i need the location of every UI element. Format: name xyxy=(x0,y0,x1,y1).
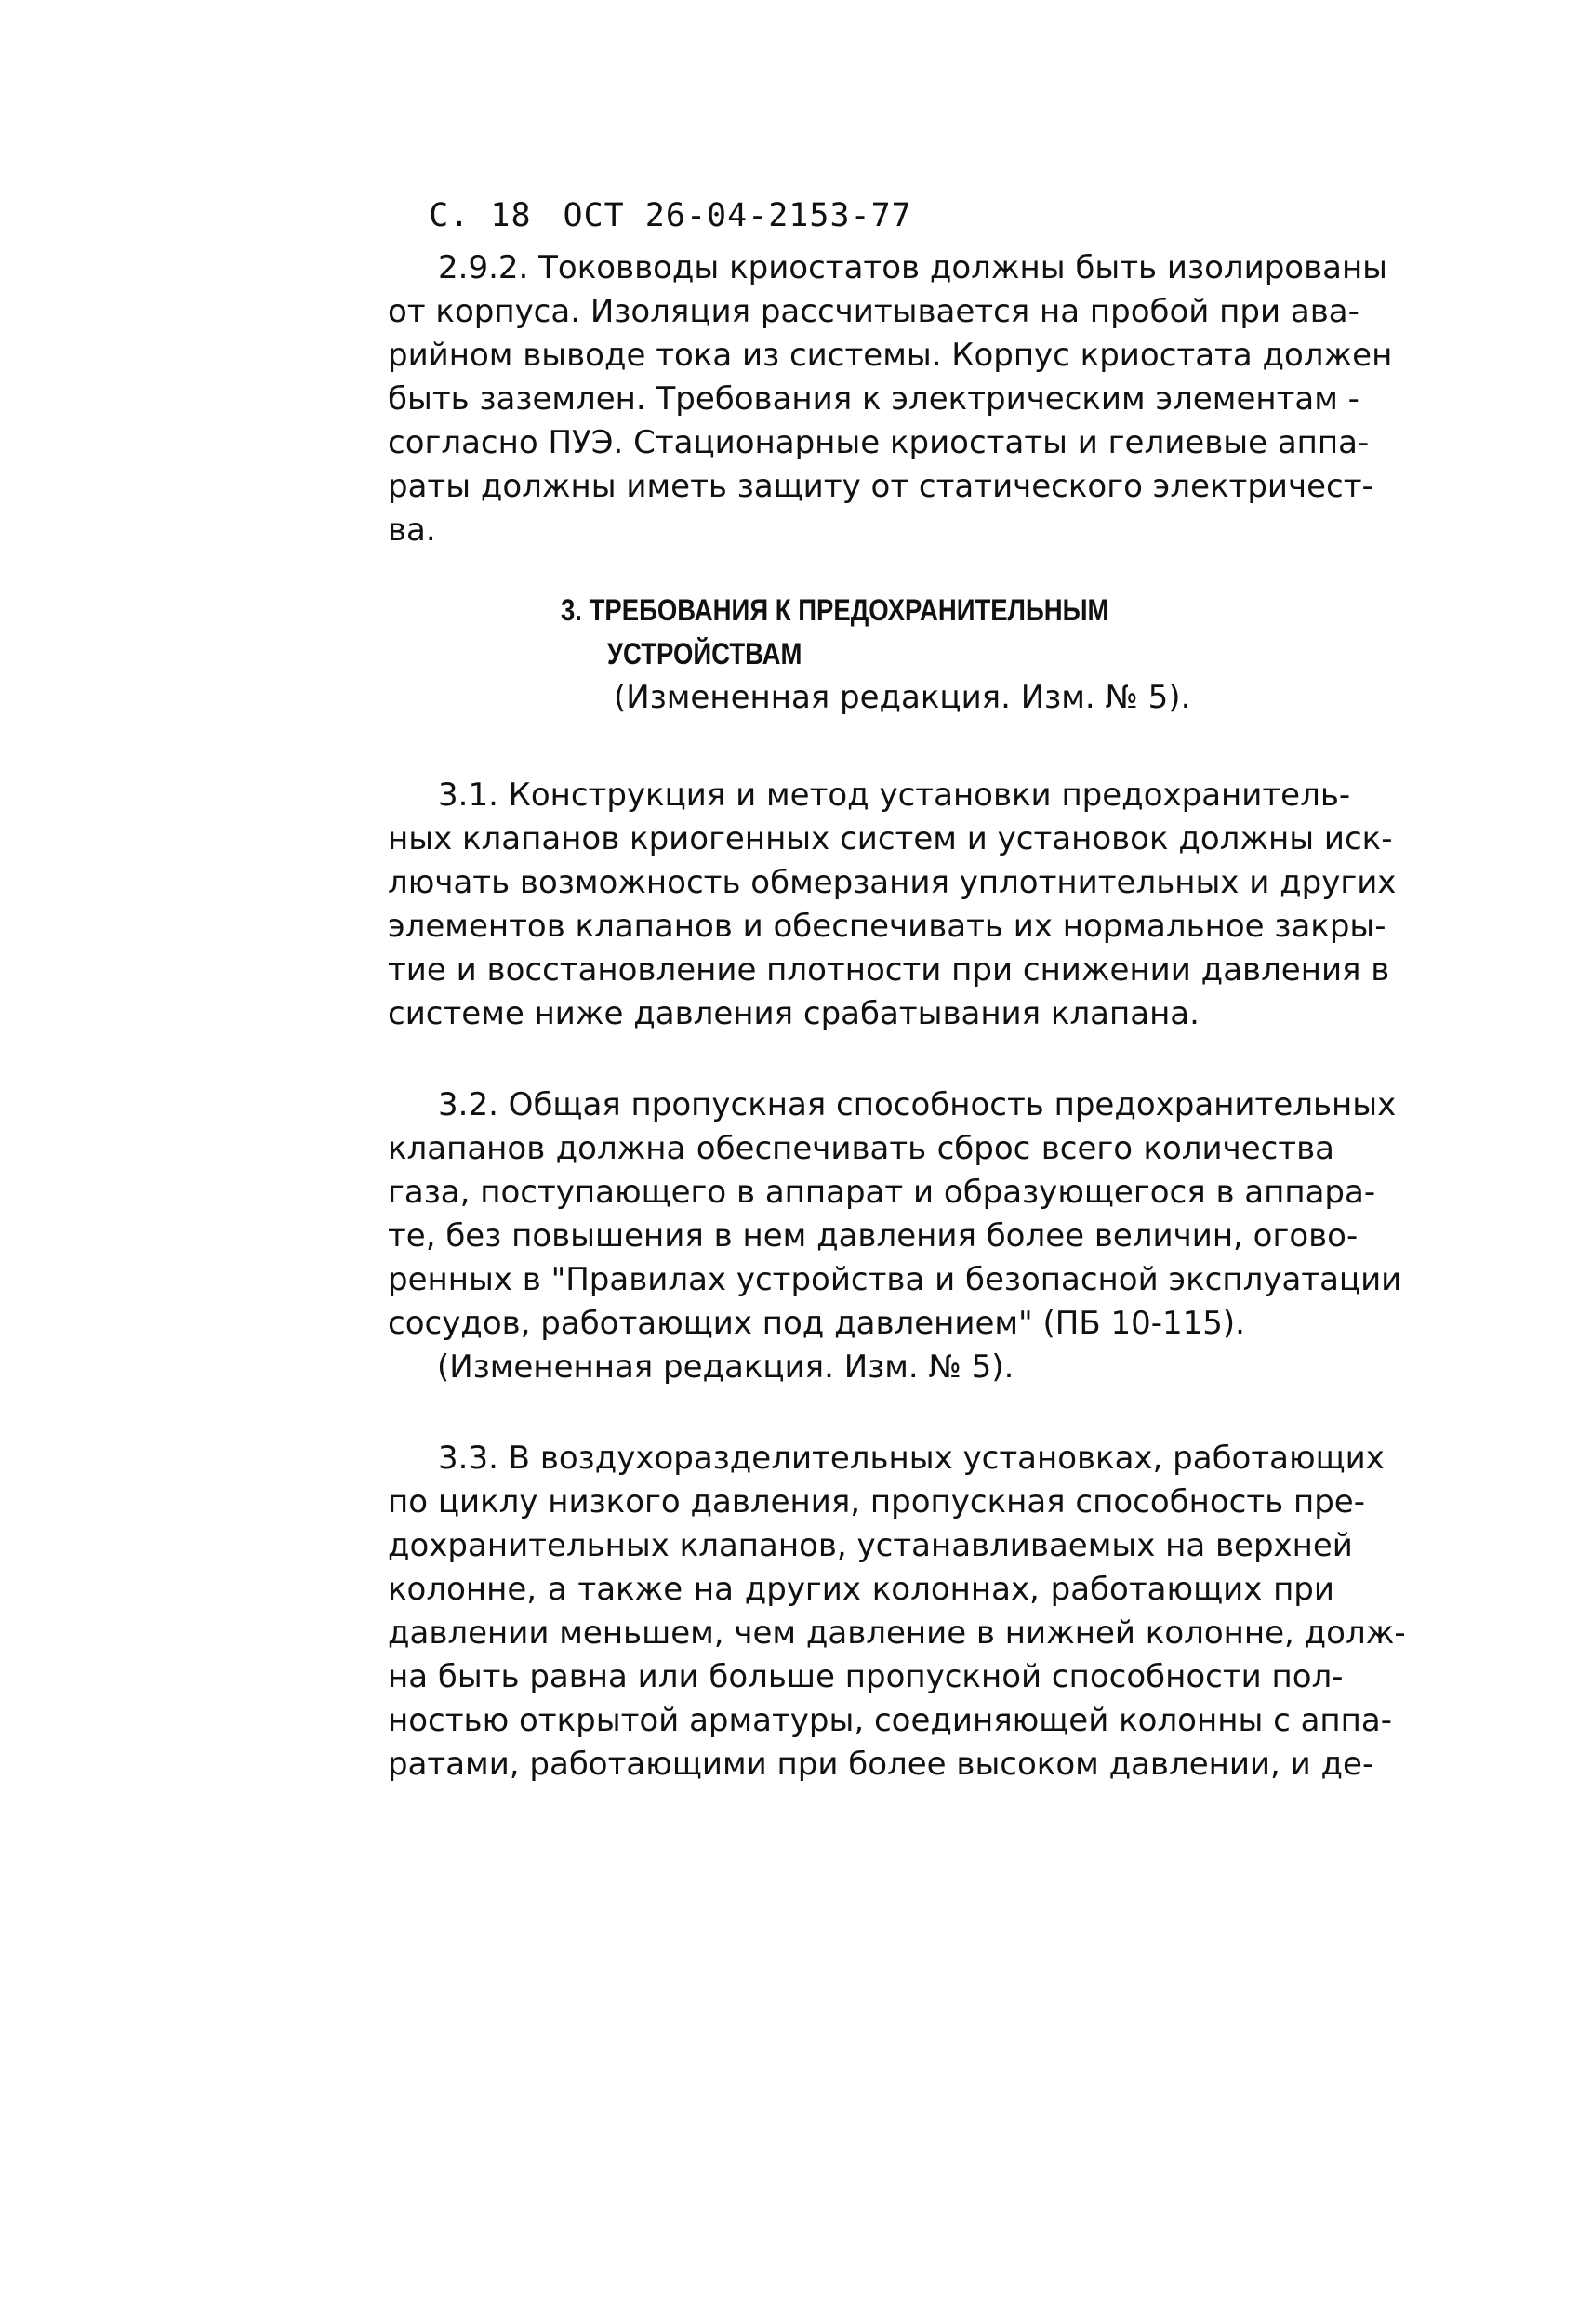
page-number: С. 18 xyxy=(429,197,532,234)
text-line: клапанов должна обеспечивать сброс всего количества xyxy=(388,1130,1334,1167)
text-line: раты должны иметь защиту от статического электричест- xyxy=(388,468,1373,505)
text-line: 3.2. Общая пропускная способность предохранительных xyxy=(438,1086,1397,1123)
text-line: 2.9.2. Токовводы криостатов должны быть изолированы xyxy=(438,249,1388,286)
text-line: дохранительных клапанов, устанавливаемых на верхней xyxy=(388,1527,1353,1564)
text-line: рийном выводе тока из системы. Корпус криостата должен xyxy=(388,337,1393,374)
revision-note: (Измененная редакция. Изм. № 5). xyxy=(437,1348,1014,1386)
text-line: ратами, работающими при более высоком давлении, и де- xyxy=(388,1746,1374,1783)
text-line: колонне, а также на других колоннах, работающих при xyxy=(388,1571,1334,1608)
text-line: давлении меньшем, чем давление в нижней колонне, долж- xyxy=(388,1614,1406,1652)
text-line: сосудов, работающих под давлением" (ПБ 10-115). xyxy=(388,1305,1245,1342)
paragraph-3-1 xyxy=(388,774,1397,1036)
paragraph-2-9-2 xyxy=(388,246,1393,552)
text-line: ностью открытой арматуры, соединяющей колонны с аппа- xyxy=(388,1702,1392,1739)
section-title: 3. ТРЕБОВАНИЯ К ПРЕДОХРАНИТЕЛЬНЫМ xyxy=(561,593,1109,627)
text-line: газа, поступающего в аппарат и образующегося в аппара- xyxy=(388,1174,1376,1211)
standard-code: ОСТ 26-04-2153-77 xyxy=(563,197,912,234)
paragraph-3-2 xyxy=(388,1083,1402,1346)
text-line: системе ниже давления срабатывания клапана. xyxy=(388,995,1200,1032)
text-line: ренных в "Правилах устройства и безопасной эксплуатации xyxy=(388,1261,1402,1298)
text-line: 3.1. Конструкция и метод установки предохранитель- xyxy=(438,777,1351,814)
text-line: ва. xyxy=(388,511,436,549)
section-title-continued: УСТРОЙСТВАМ xyxy=(606,637,802,671)
paragraph-3-3 xyxy=(388,1437,1406,1786)
text-line: те, без повышения в нем давления более величин, огово- xyxy=(388,1217,1359,1255)
revision-note: (Измененная редакция. Изм. № 5). xyxy=(614,679,1191,716)
text-line: от корпуса. Изоляция рассчитывается на пробой при ава- xyxy=(388,293,1359,330)
text-line: согласно ПУЭ. Стационарные криостаты и гелиевые аппа- xyxy=(388,424,1370,461)
page-header xyxy=(388,160,912,234)
text-line: по циклу низкого давления, пропускная способность пре- xyxy=(388,1483,1365,1521)
text-line: тие и восстановление плотности при снижении давления в xyxy=(388,951,1390,989)
text-line: ных клапанов криогенных систем и установок должны иск- xyxy=(388,820,1393,857)
text-line: 3.3. В воздухоразделительных установках, работающих xyxy=(438,1440,1385,1477)
section-3-heading xyxy=(561,589,1198,720)
text-line: элементов клапанов и обеспечивать их нормальное закры- xyxy=(388,908,1386,945)
text-line: быть заземлен. Требования к электрическим элементам - xyxy=(388,380,1359,418)
text-line: лючать возможность обмерзания уплотнительных и других xyxy=(388,864,1397,901)
text-line: на быть равна или больше пропускной способности пол- xyxy=(388,1658,1344,1695)
